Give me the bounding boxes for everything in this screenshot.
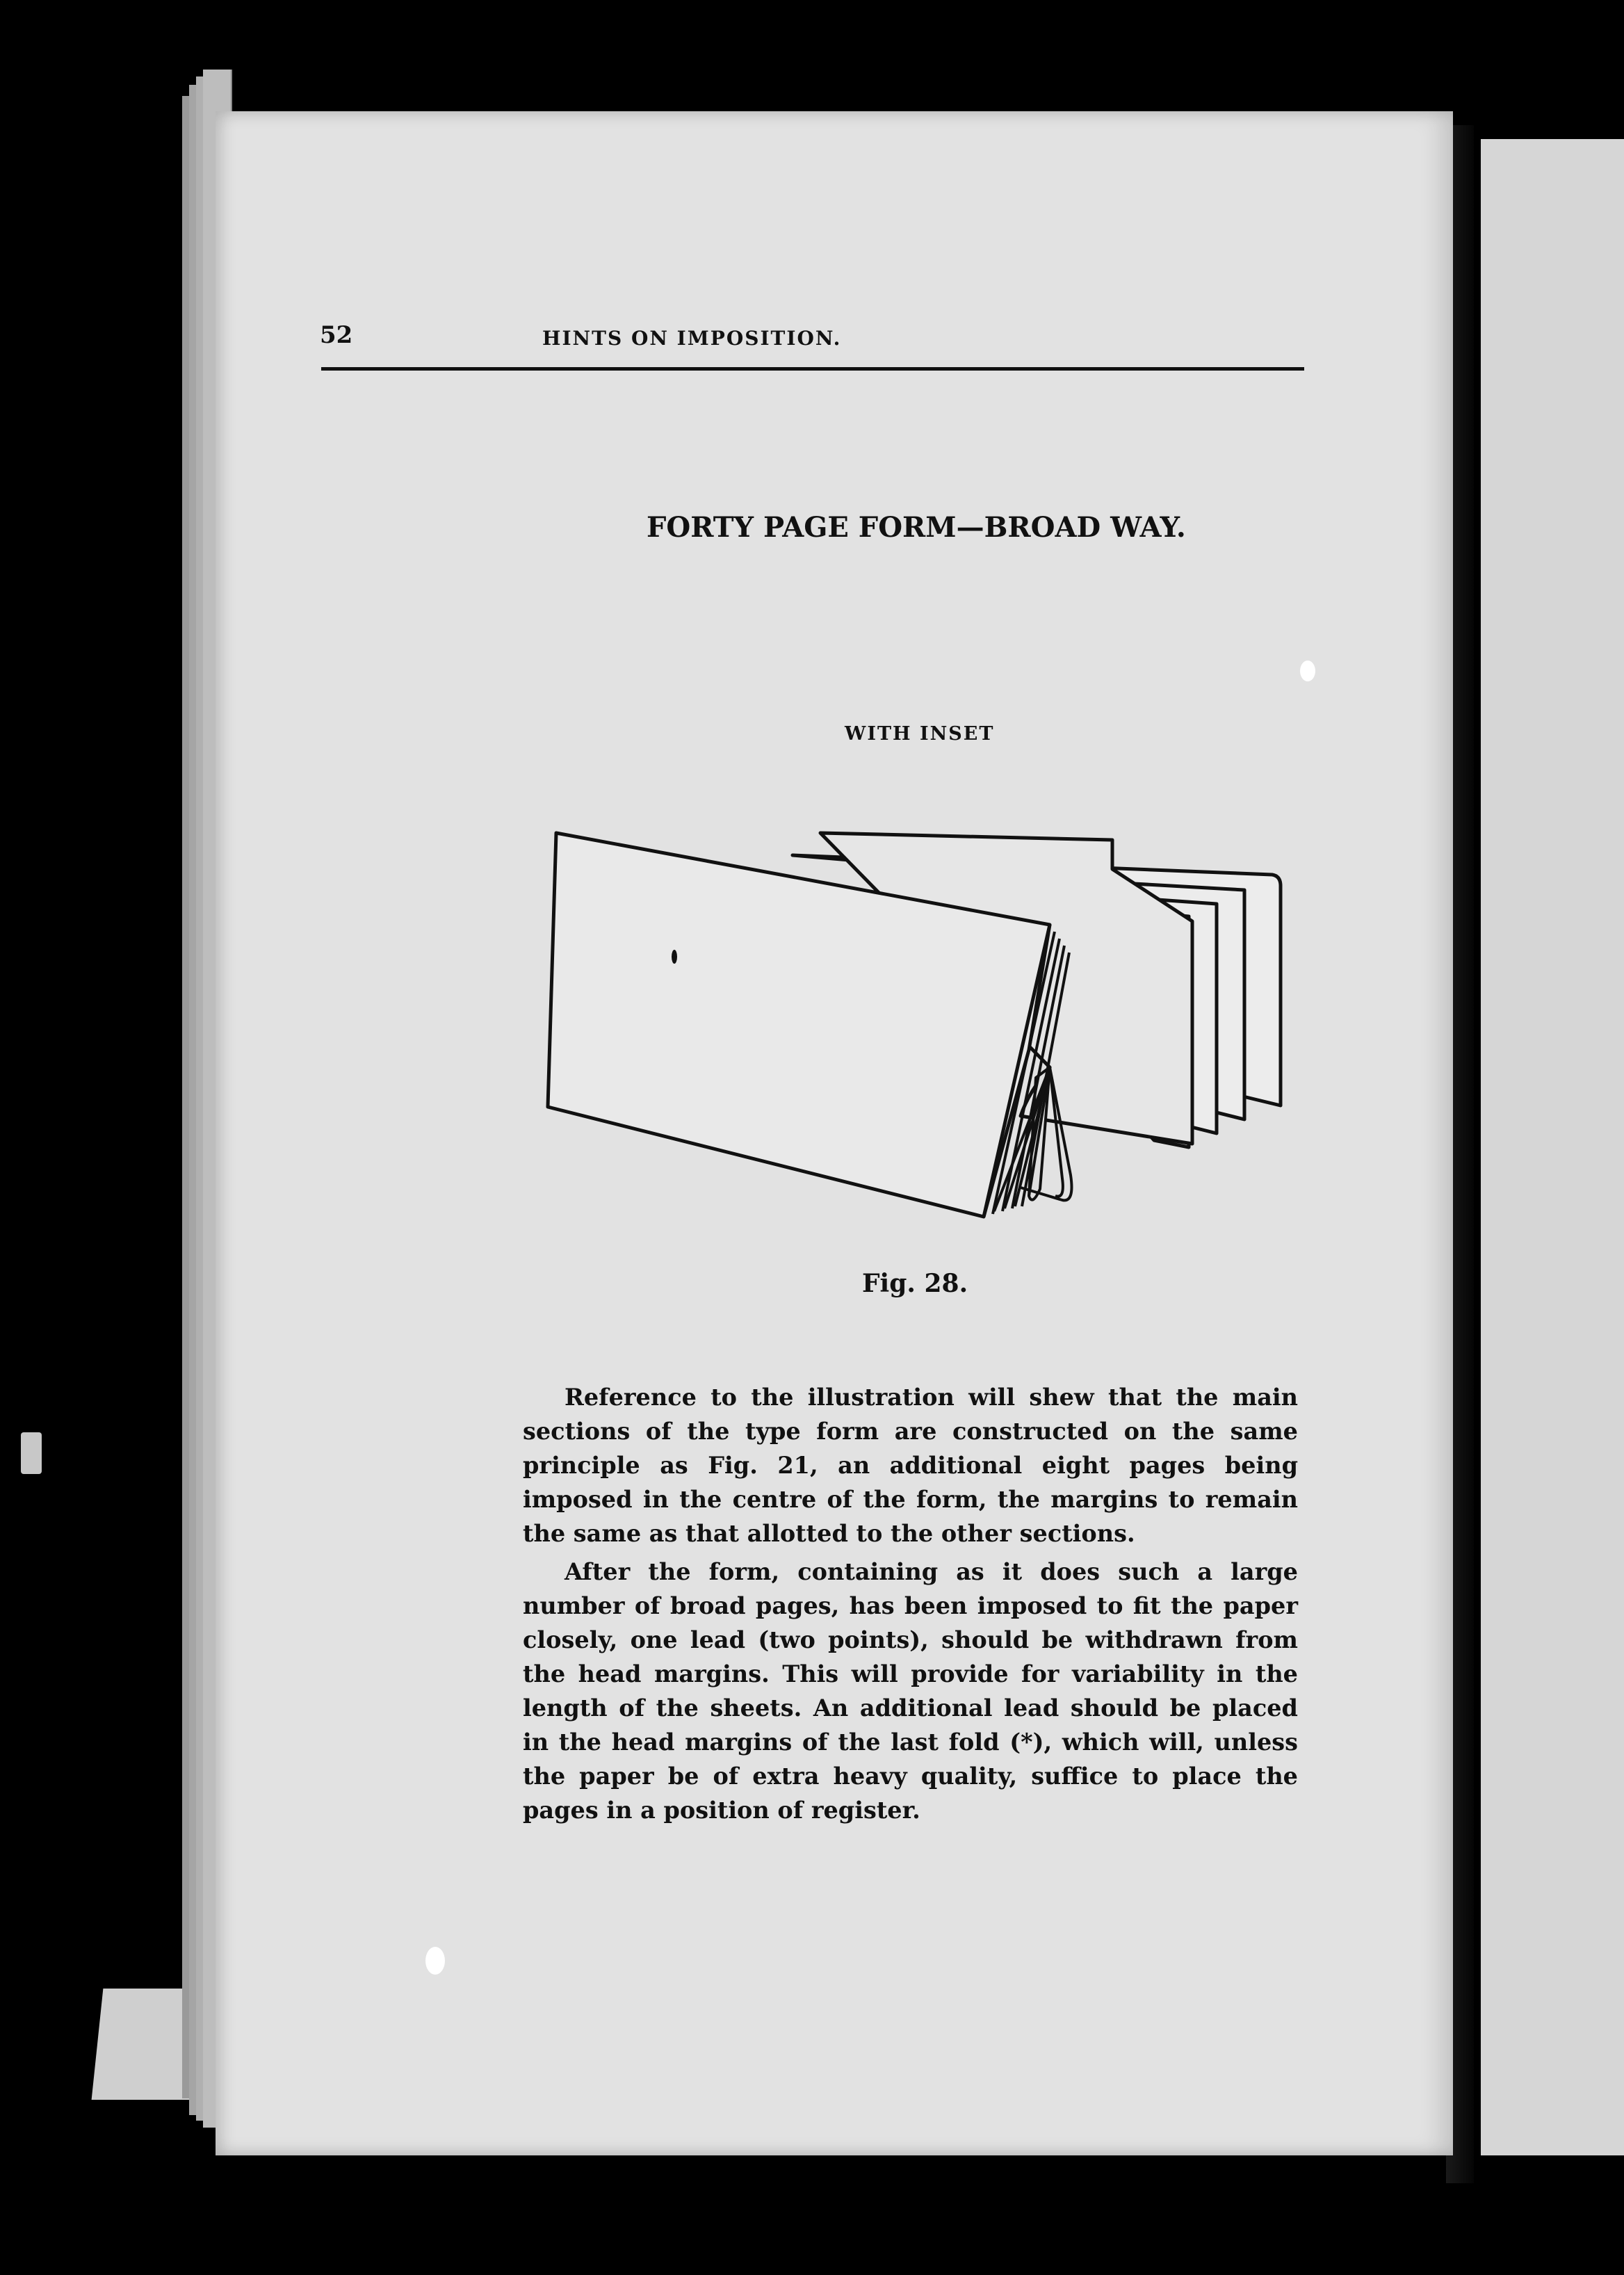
scan-speck — [425, 1947, 445, 1975]
scan-speck — [1300, 661, 1315, 681]
paragraph: After the form, containing as it does such a large number of broad pages, has been imposed to fit the paper closely, one lead (two points), should be withdrawn from the head margins. This will provide for variability in the length of the sheets. An additional lead should be placed in the head margins of the last fold (*), which will, unless the paper be of extra heavy quality, suffice to place the pages in a position of register. — [523, 1558, 1298, 1824]
page-number: 52 — [320, 321, 353, 349]
section-title: FORTY PAGE FORM—BROAD WAY. — [647, 511, 1186, 544]
facing-page — [1481, 139, 1624, 2155]
figure-caption: Fig. 28. — [862, 1269, 968, 1298]
folded-sheet-illustration — [542, 827, 1293, 1231]
running-title: HINTS ON IMPOSITION. — [542, 327, 842, 350]
running-head — [320, 321, 1307, 363]
body-text — [523, 1380, 1298, 1831]
section-subtitle: WITH INSET — [845, 723, 995, 745]
paragraph: Reference to the illustration will shew that the main sections of the type form are constructed on the same principle as Fig. 21, an additional eight pages being imposed in the centre of the form, the margins to remain the same as that allotted to the other sections. — [523, 1384, 1298, 1547]
header-rule — [321, 367, 1304, 371]
scan-speck — [21, 1432, 42, 1474]
